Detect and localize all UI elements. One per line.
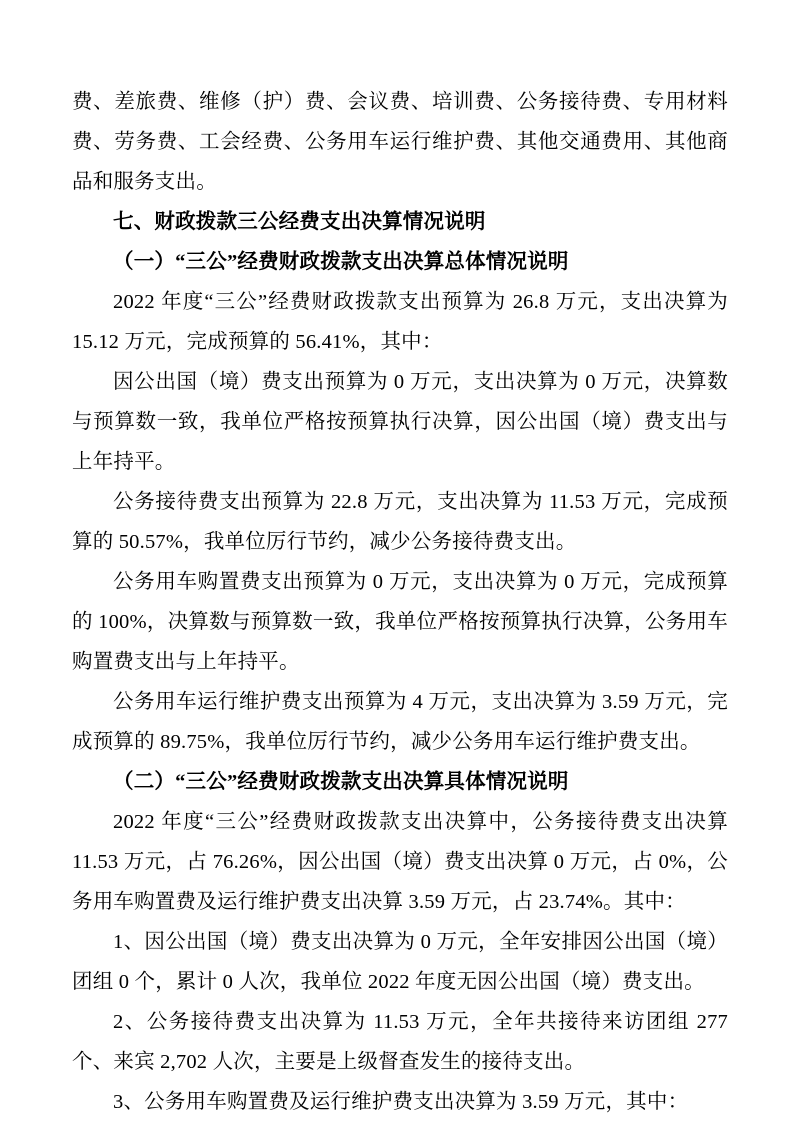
paragraph-vehicle-purchase: 公务用车购置费支出预算为 0 万元，支出决算为 0 万元，完成预算的 100%，决算数与预算数一致，我单位严格按预算执行决算，公务用车购置费支出与上年持平。 — [72, 571, 728, 673]
subsection-heading-one: （一）“三公”经费财政拨款支出决算总体情况说明 — [113, 251, 569, 273]
document-body — [72, 82, 728, 1122]
paragraph-overall-total: 2022 年度“三公”经费财政拨款支出预算为 26.8 万元，支出决算为 15.12 万元，完成预算的 56.41%，其中： — [72, 291, 728, 353]
section-heading-seven: 七、财政拨款三公经费支出决算情况说明 — [113, 211, 486, 233]
paragraph-official-reception: 公务接待费支出预算为 22.8 万元，支出决算为 11.53 万元，完成预算的 50.57%，我单位厉行节约，减少公务接待费支出。 — [72, 491, 728, 553]
paragraph-item-1-overseas: 1、因公出国（境）费支出决算为 0 万元，全年安排因公出国（境）团组 0 个，累计 0 人次，我单位 2022 年度无因公出国（境）费支出。 — [72, 931, 728, 993]
paragraph-vehicle-maintenance: 公务用车运行维护费支出预算为 4 万元，支出决算为 3.59 万元，完成预算的 89.75%，我单位厉行节约，减少公务用车运行维护费支出。 — [72, 691, 728, 753]
paragraph-item-3-vehicle: 3、公务用车购置费及运行维护费支出决算为 3.59 万元，其中： — [113, 1091, 689, 1113]
paragraph-detail-summary: 2022 年度“三公”经费财政拨款支出决算中，公务接待费支出决算 11.53 万元，占 76.26%，因公出国（境）费支出决算 0 万元，占 0%，公务用车购置费及运行维护费支出决算 3.59 万元，占 23.74%。其中： — [72, 811, 728, 913]
paragraph-overseas-travel: 因公出国（境）费支出预算为 0 万元，支出决算为 0 万元，决算数与预算数一致，我单位严格按预算执行决算，因公出国（境）费支出与上年持平。 — [72, 371, 728, 473]
subsection-heading-two: （二）“三公”经费财政拨款支出决算具体情况说明 — [113, 771, 569, 793]
paragraph-item-2-reception: 2、公务接待费支出决算为 11.53 万元，全年共接待来访团组 277 个、来宾 2,702 人次，主要是上级督查发生的接待支出。 — [72, 1011, 728, 1073]
paragraph-continued: 费、差旅费、维修（护）费、会议费、培训费、公务接待费、专用材料费、劳务费、工会经费、公务用车运行维护费、其他交通费用、其他商品和服务支出。 — [72, 91, 728, 193]
